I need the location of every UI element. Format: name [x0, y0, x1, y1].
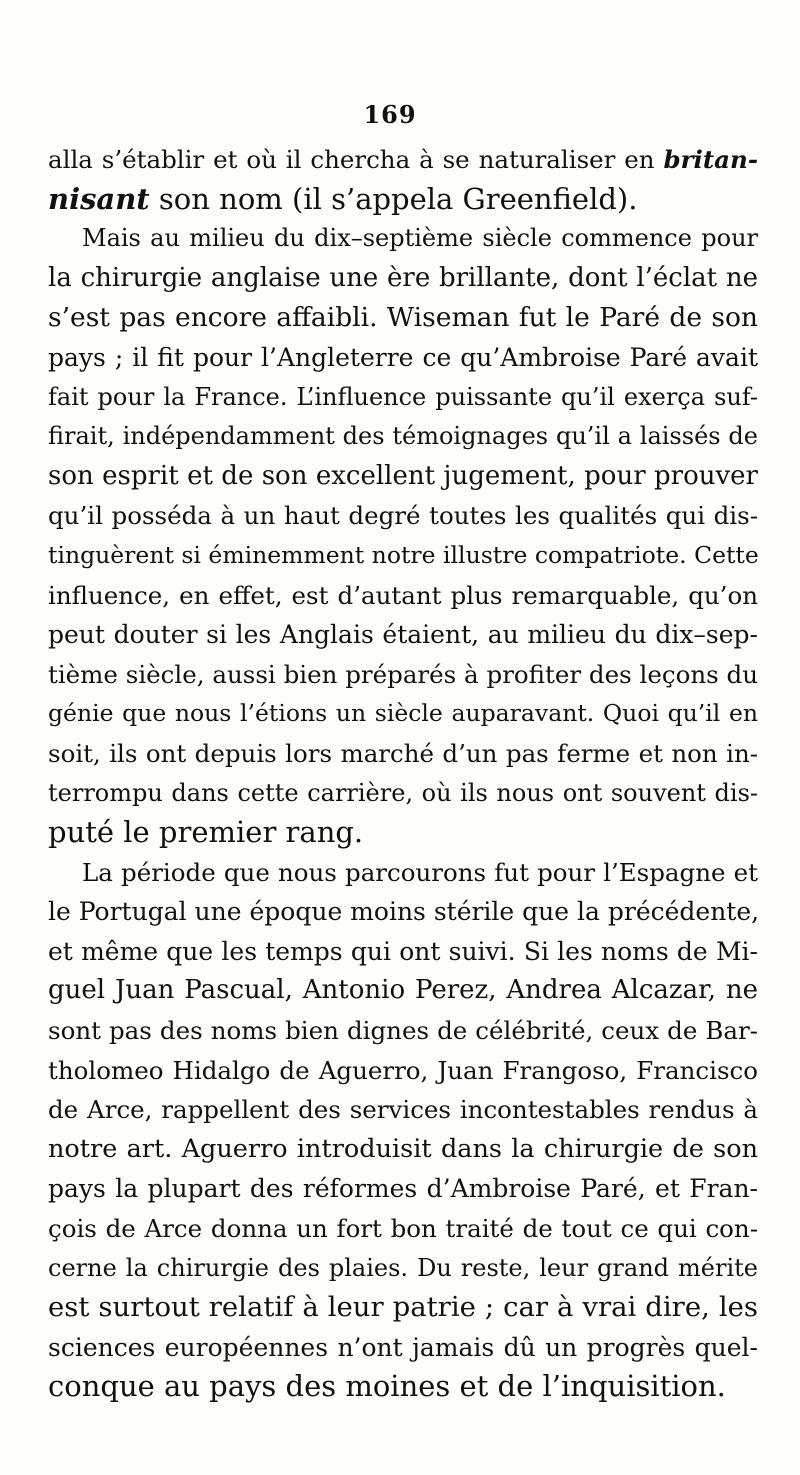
text-line: alla s’établir et où il chercha à se naturaliser en britan-: [48, 145, 758, 174]
italic-word: britan-: [663, 145, 758, 174]
text-line: notre art. Aguerro introduisit dans la chirurgie de son: [48, 1133, 758, 1164]
text-line: nisant son nom (il s’appela Greenfield).: [48, 181, 638, 216]
text-line: génie que nous l’étions un siècle auparavant. Quoi qu’il en: [48, 699, 758, 728]
text-line: de Arce, rappellent des services incontestables rendus à: [48, 1095, 758, 1125]
text-line: s’est pas encore affaibli. Wiseman fut le Paré de son: [48, 302, 758, 334]
text-line: pays la plupart des réformes d’Ambroise Paré, et Fran-: [48, 1174, 758, 1204]
paragraph-start-line: Mais au milieu du dix–septième siècle commence pour: [82, 224, 758, 253]
text-line: sont pas des noms bien dignes de célébrité, ceux de Bar-: [48, 1016, 758, 1046]
italic-word: nisant: [48, 181, 150, 216]
text-line: terrompu dans cette carrière, où ils nous ont souvent dis-: [48, 778, 758, 807]
text-line: la chirurgie anglaise une ère brillante, dont l’éclat ne: [48, 262, 758, 293]
text-line: conque au pays des moines et de l’inquisition.: [48, 1369, 726, 1404]
text-line: pays ; il fit pour l’Angleterre ce qu’Ambroise Paré avait: [48, 342, 758, 372]
text-line: tième siècle, aussi bien préparés à profiter des leçons du: [48, 659, 758, 689]
text-line: fait pour la France. L’influence puissante qu’il exerça suf-: [48, 382, 758, 411]
text-line: son esprit et de son excellent jugement, pour prouver: [48, 460, 758, 491]
paragraph-start-line: La période que nous parcourons fut pour l’Espagne et: [82, 857, 758, 887]
text-line: firait, indépendamment des témoignages qu’il a laissés de: [48, 422, 758, 451]
page-number: 169: [363, 100, 417, 129]
text-line: est surtout relatif à leur patrie ; car à vrai dire, les: [48, 1291, 758, 1324]
text-line: soit, ils ont depuis lors marché d’un pas ferme et non in-: [48, 738, 758, 768]
text-line: sciences européennes n’ont jamais dû un progrès quel-: [48, 1332, 758, 1362]
body-text: [48, 140, 758, 1407]
text-line: tinguèrent si éminemment notre illustre compatriote. Cette: [48, 540, 759, 569]
text-line: et même que les temps qui ont suivi. Si les noms de Mi-: [48, 936, 758, 966]
text-line: çois de Arce donna un fort bon traité de tout ce qui con-: [48, 1214, 758, 1244]
text-line: peut douter si les Anglais étaient, au milieu du dix–sep-: [48, 620, 758, 650]
text-line: cerne la chirurgie des plaies. Du reste, leur grand mérite: [48, 1253, 758, 1282]
text-line: puté le premier rang.: [48, 815, 364, 850]
text-line: le Portugal une époque moins stérile que la précédente,: [48, 897, 760, 927]
text-line: tholomeo Hidalgo de Aguerro, Juan Frangoso, Francisco: [48, 1055, 758, 1085]
text-line: guel Juan Pascual, Antonio Perez, Andrea Alcazar, ne: [48, 975, 758, 1006]
text-line: influence, en effet, est d’autant plus remarquable, qu’on: [48, 580, 758, 610]
text-line: qu’il posséda à un haut degré toutes les qualités qui dis-: [48, 501, 758, 531]
